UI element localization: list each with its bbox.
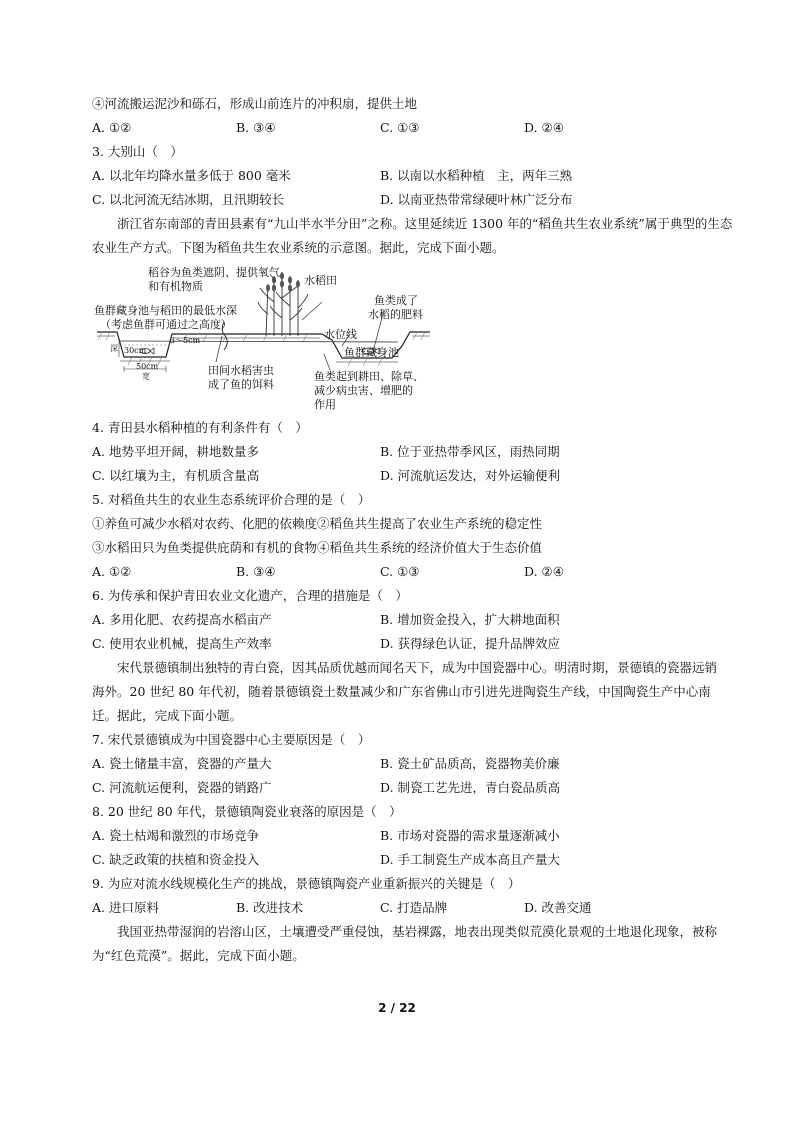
option-a: A. 多用化肥、农药提高水稻亩产 bbox=[92, 612, 272, 627]
q5-statements-1: ①养鱼可减少水稻对农药、化肥的依赖度②稻鱼共生提高了农业生产系统的稳定性 bbox=[92, 516, 543, 531]
label-fish-role-end: 作用 bbox=[314, 398, 336, 411]
option-c: C. ①③ bbox=[380, 120, 420, 135]
question-3: 3. 大别山（ ） bbox=[92, 144, 183, 159]
option-b: B. ③④ bbox=[236, 120, 276, 135]
option-b: B. 改进技术 bbox=[236, 900, 304, 915]
option-b: B. 瓷土矿品质高，瓷器物美价廉 bbox=[380, 756, 560, 771]
q4-options-cd bbox=[92, 464, 712, 488]
option-a: A. 以北年均降水量多低于 800 毫米 bbox=[92, 168, 291, 183]
q5-options bbox=[92, 560, 712, 584]
option-c: C. 缺乏政策的扶植和资金投入 bbox=[92, 852, 260, 867]
question-5: 5. 对稻鱼共生的农业生态系统评价合理的是（ ） bbox=[92, 492, 371, 507]
label-fish-role: 鱼类起到耕田、除草、 bbox=[314, 370, 424, 383]
option-b: B. 位于亚热带季风区，雨热同期 bbox=[380, 444, 560, 459]
dim-width: 宽 bbox=[142, 372, 150, 381]
question-7: 7. 宋代景德镇成为中国瓷器中心主要原因是（ ） bbox=[92, 732, 371, 747]
label-pests: 田间水稻害虫 bbox=[208, 364, 274, 377]
label-fish-role-cont: 减少病虫害、增肥的 bbox=[314, 384, 413, 397]
passage-2-line-3: 迁。据此，完成下面小题。 bbox=[92, 708, 243, 723]
dim-depth-small: 3～5cm bbox=[170, 336, 201, 345]
label-pond-depth: 鱼群藏身池与稻田的最低水深 bbox=[94, 304, 237, 317]
option-d: D. ②④ bbox=[524, 564, 564, 579]
label-pests-cont: 成了鱼的饵料 bbox=[208, 378, 274, 391]
option-a: A. 瓷土枯竭和激烈的市场竞争 bbox=[92, 828, 259, 843]
q6-options-cd bbox=[92, 632, 712, 656]
passage-1-line-1: 浙江省东南部的青田县素有“九山半水半分田”之称。这里延续近 1300 年的“稻鱼共生农业系统”属于典型的生态 bbox=[117, 216, 733, 231]
passage-1-line-2: 农业生产方式。下图为稻鱼共生农业系统的示意图。据此，完成下面小题。 bbox=[92, 240, 505, 255]
option-d: D. 以南亚热带常绿硬叶林广泛分布 bbox=[380, 192, 573, 207]
q3-options-cd bbox=[92, 188, 712, 212]
label-fish-fertilizer-cont: 水稻的肥料 bbox=[368, 308, 423, 321]
question-8: 8. 20 世纪 80 年代，景德镇陶瓷业衰落的原因是（ ） bbox=[92, 804, 402, 819]
q7-options-ab bbox=[92, 752, 712, 776]
question-6: 6. 为传承和保护青田农业文化遗产，合理的措施是（ ） bbox=[92, 588, 408, 603]
option-a: A. ①② bbox=[92, 120, 132, 135]
document-page bbox=[92, 92, 733, 968]
statement-4: ④河流搬运泥沙和砾石，形成山前连片的冲积扇，提供土地 bbox=[92, 96, 418, 111]
passage-2-line-2: 海外。20 世纪 80 年代初，随着景德镇瓷土数量减少和广东省佛山市引进先进陶瓷生产线，中国陶瓷生产中心南 bbox=[92, 684, 711, 699]
dim-deep: 深 bbox=[110, 344, 118, 353]
question-4: 4. 青田县水稻种植的有利条件有（ ） bbox=[92, 420, 308, 435]
label-rice-shade-cont: 和有机物质 bbox=[148, 280, 203, 293]
option-b: B. 增加资金投入，扩大耕地面积 bbox=[380, 612, 560, 627]
option-b: B. 以南以水稻种植 主，两年三熟 bbox=[380, 168, 573, 183]
label-fish-pond: 鱼群藏身池 bbox=[344, 346, 399, 359]
option-d: D. 手工制瓷生产成本高且产量大 bbox=[380, 852, 561, 867]
q3-options-ab bbox=[92, 164, 712, 188]
label-fish-fertilizer: 鱼类成了 bbox=[374, 294, 418, 307]
label-pond-depth-cont: （考虑鱼群可通过之高度） bbox=[100, 318, 232, 331]
option-c: C. 打造品牌 bbox=[380, 900, 448, 915]
label-paddy: 水稻田 bbox=[304, 274, 337, 287]
dim-30cm: 30cm bbox=[124, 346, 147, 355]
option-c: C. ①③ bbox=[380, 564, 420, 579]
question-9: 9. 为应对流水线规模化生产的挑战，景德镇陶瓷产业重新振兴的关键是（ ） bbox=[92, 876, 521, 891]
page-number: 2 / 22 bbox=[378, 1001, 416, 1015]
option-c: C. 河流航运便利，瓷器的销路广 bbox=[92, 780, 272, 795]
passage-3-line-2: 为“红色荒漠”。据此，完成下面小题。 bbox=[92, 948, 305, 963]
label-rice-shade: 稻谷为鱼类遮阴、提供氧气 bbox=[148, 266, 280, 279]
passage-3-line-1: 我国亚热带湿润的岩溶山区，土壤遭受严重侵蚀，基岩裸露，地表出现类似荒漠化景观的土地退化现象，被称 bbox=[117, 924, 718, 939]
rice-fish-diagram bbox=[92, 262, 712, 412]
q2-options bbox=[92, 116, 712, 140]
dim-50cm: 50cm bbox=[136, 362, 159, 371]
option-a: A. 进口原料 bbox=[92, 900, 159, 915]
q4-options-ab bbox=[92, 440, 712, 464]
option-c: C. 使用农业机械，提高生产效率 bbox=[92, 636, 272, 651]
option-a: A. ①② bbox=[92, 564, 132, 579]
option-b: B. ③④ bbox=[236, 564, 276, 579]
option-a: A. 地势平坦开阔，耕地数量多 bbox=[92, 444, 259, 459]
option-d: D. 河流航运发达，对外运输便利 bbox=[380, 468, 561, 483]
option-a: A. 瓷土储量丰富，瓷器的产量大 bbox=[92, 756, 272, 771]
passage-2-line-1: 宋代景德镇制出独特的青白瓷，因其品质优越而闻名天下，成为中国瓷器中心。明清时期，景德镇的瓷器远销 bbox=[117, 660, 718, 675]
q8-options-ab bbox=[92, 824, 712, 848]
option-c: C. 以红壤为主，有机质含量高 bbox=[92, 468, 260, 483]
option-c: C. 以北河流无结冰期，且汛期较长 bbox=[92, 192, 285, 207]
option-d: D. 改善交通 bbox=[524, 900, 592, 915]
label-waterline: 水位线 bbox=[324, 328, 357, 341]
q6-options-ab bbox=[92, 608, 712, 632]
q9-options bbox=[92, 896, 712, 920]
q8-options-cd bbox=[92, 848, 712, 872]
option-d: D. 制瓷工艺先进，青白瓷品质高 bbox=[380, 780, 561, 795]
option-d: D. 获得绿色认证，提升品牌效应 bbox=[380, 636, 561, 651]
q7-options-cd bbox=[92, 776, 712, 800]
option-b: B. 市场对瓷器的需求量逐渐减小 bbox=[380, 828, 560, 843]
q5-statements-2: ③水稻田只为鱼类提供庇荫和有机的食物④稻鱼共生系统的经济价值大于生态价值 bbox=[92, 540, 543, 555]
option-d: D. ②④ bbox=[524, 120, 564, 135]
